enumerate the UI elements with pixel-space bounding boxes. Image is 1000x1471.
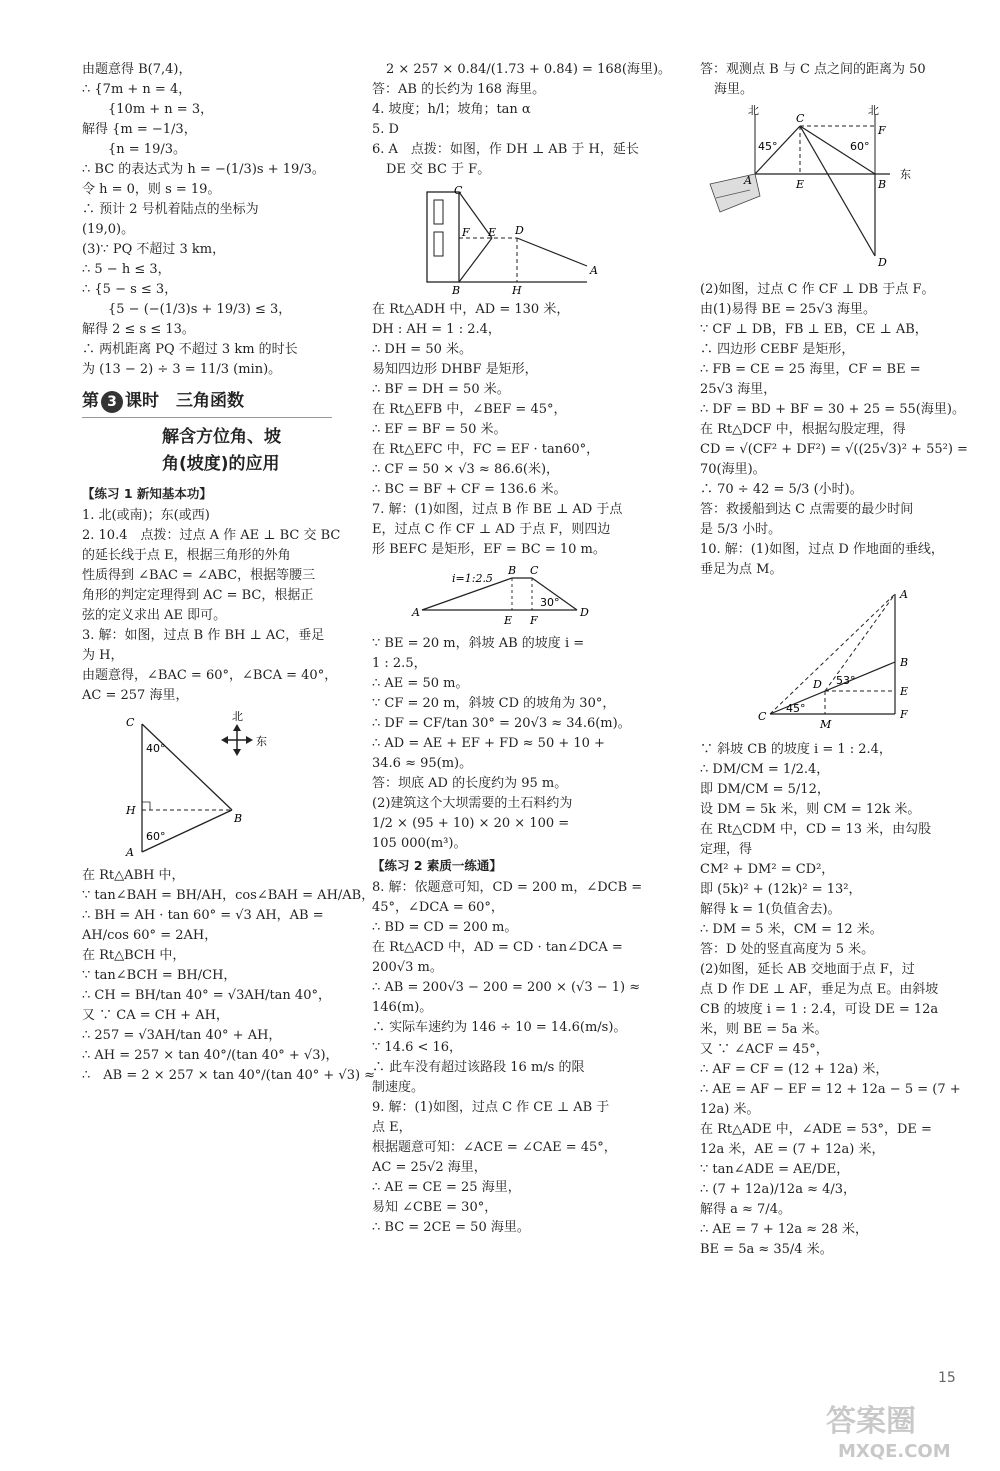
text-line: (2)如图，过点 C 作 CF ⊥ DB 于点 F。 (700, 282, 935, 297)
fig1-label-a: A (126, 846, 134, 859)
text-line: 为 (13 − 2) ÷ 3 = 11/3 (min)。 (82, 362, 282, 377)
text-line: 根据题意可知：∠ACE = ∠CAE = 45°， (372, 1140, 617, 1155)
figure-triangle-abc (82, 710, 302, 860)
text-line: ∴ AD = AE + EF + FD ≈ 50 + 10 + (372, 736, 605, 751)
col3-text-a (700, 60, 955, 100)
text-line: 易知 ∠CBE = 30°， (372, 1200, 498, 1215)
fig1-angle-40: 40° (146, 742, 166, 755)
text-line: ∴ 257 = √3AH/tan 40° + AH， (82, 1028, 282, 1043)
text-line: 在 Rt△DCF 中，根据勾股定理，得 (700, 422, 906, 437)
text-line: E，过点 C 作 CF ⊥ AD 于点 F，则四边 (372, 522, 611, 537)
text-line: ∴ BC 的表达式为 h = −(1/3)s + 19/3。 (82, 162, 325, 177)
text-line: 令 h = 0，则 s = 19。 (82, 182, 221, 197)
text-line: 在 Rt△ADH 中，AD = 130 米， (372, 302, 570, 317)
text-line: ∴ 两机距离 PQ 不超过 3 km 的时长 (82, 342, 298, 357)
text-line: ∴ FB = CE = 25 海里，CF = BE = (700, 362, 921, 377)
fig5-label-e: E (900, 685, 909, 698)
watermark-logo (820, 1395, 980, 1465)
text-line: 12a 米，AE = (7 + 12a) 米， (700, 1142, 885, 1157)
text-line: ∴ 此车没有超过该路段 16 m/s 的限 (372, 1060, 585, 1075)
text-line: 海里。 (714, 82, 754, 97)
text-line: 70(海里)。 (700, 462, 766, 477)
text-line: 又 ∵ CA = CH + AH， (82, 1008, 229, 1023)
text-line: ∴ 预计 2 号机着陆点的坐标为 (82, 202, 259, 217)
text-line: ∵ BE = 20 m，斜坡 AB 的坡度 i = (372, 636, 585, 651)
text-line: ∵ 斜坡 CB 的坡度 i = 1 : 2.4， (700, 742, 892, 757)
text-line: 5. D (372, 122, 399, 137)
fig2-label-b: B (452, 284, 461, 294)
text-line: ∴ AE = CE = 25 海里， (372, 1180, 521, 1195)
text-line: 200√3 m。 (372, 960, 443, 975)
text-line: AH/cos 60° = 2AH， (82, 928, 218, 943)
figure-dam-6 (372, 184, 612, 294)
text-line: 形 BEFC 是矩形，EF = BC = 10 m。 (372, 542, 606, 557)
text-line: ∴ DM/CM = 1/2.4， (700, 762, 830, 777)
text-line: 1/2 × (95 + 10) × 20 × 100 = (372, 816, 570, 831)
fig3-label-e: E (504, 614, 513, 627)
text-line: ∵ tan∠ADE = AE/DE， (700, 1162, 850, 1177)
title-line-2: 解含方位角、坡 (162, 427, 281, 447)
text-line: ∴ DH = 50 米。 (372, 342, 472, 357)
text-line: ∴ 实际车速约为 146 ÷ 10 = 14.6(m/s)。 (372, 1020, 627, 1035)
text-line: (2)建筑这个大坝需要的土石料约为 (372, 796, 573, 811)
text-line: 由题意得 B(7,4)， (82, 62, 192, 77)
text-line: DE 交 BC 于 F。 (386, 162, 491, 177)
fig2-label-a: A (590, 264, 598, 277)
col2-text-b (372, 300, 637, 560)
text-line: 为 H， (82, 648, 124, 663)
text-line: 25√3 海里， (700, 382, 777, 397)
fig4-label-f: F (878, 124, 886, 137)
text-line: ∴ DM = 5 米，CM = 12 米。 (700, 922, 883, 937)
fig1-north-label: 北 (232, 710, 243, 723)
text-line: 制速度。 (372, 1080, 425, 1095)
text-line: ∴ AB = 200√3 − 200 = 200 × (√3 − 1) ≈ (372, 980, 641, 995)
text-line: 角形的判定定理得到 AC = BC，根据正 (82, 588, 314, 603)
fig4-label-b: B (878, 178, 887, 191)
fig4-label-c: C (796, 112, 805, 125)
fig4-north-2: 北 (868, 104, 879, 117)
fig5-label-c: C (758, 710, 767, 723)
fig2-label-h: H (512, 284, 522, 294)
text-line: ∴ BD = CD = 200 m。 (372, 920, 518, 935)
text-line: 4. 坡度；h/l；坡角；tan α (372, 102, 531, 117)
col2-text-a (372, 60, 672, 180)
title-underline (82, 417, 332, 418)
text-line: ∵ CF ⊥ DB，FB ⊥ EB，CE ⊥ AB， (700, 322, 928, 337)
text-line: ∴ {5 − s ≤ 3， (82, 282, 178, 297)
fig3-angle-30: 30° (540, 596, 560, 609)
text-line: 垂足为点 M。 (700, 562, 783, 577)
text-line: 的延长线于点 E，根据三角形的外角 (82, 548, 291, 563)
text-line: 105 000(m³)。 (372, 836, 467, 851)
lesson-number-badge: 3 (101, 391, 123, 413)
text-line: 1 : 2.5， (372, 656, 427, 671)
col2-text-d (372, 878, 643, 1238)
text-line: ∴ DF = BD + BF = 30 + 25 = 55(海里)。 (700, 402, 965, 417)
text-line: (3)∵ PQ 不超过 3 km， (82, 242, 226, 257)
text-line: 6. A 点拨：如图，作 DH ⊥ AB 于 H，延长 (372, 142, 639, 157)
text-line: 在 Rt△EFC 中，FC = EF · tan60°， (372, 442, 600, 457)
text-line: ∴ {7m + n = 4， (82, 82, 192, 97)
figure-slope-10 (700, 584, 940, 734)
title-suffix: 课时 三角函数 (125, 391, 244, 411)
fig1-label-c: C (126, 716, 135, 729)
fig1-label-b: B (234, 812, 243, 825)
fig5-label-a: A (900, 588, 908, 601)
text-line: 解得 2 ≤ s ≤ 13。 (82, 322, 195, 337)
fig5-angle-53: 53° (836, 674, 856, 687)
text-line: ∴ EF = BF = 50 米。 (372, 422, 507, 437)
fig2-label-c: C (454, 184, 463, 197)
title-prefix: 第 (82, 391, 99, 411)
text-line: CD = √(CF² + DF²) = √((25√3)² + 55²) = (700, 442, 968, 457)
text-line: ∵ tan∠BAH = BH/AH，cos∠BAH = AH/AB， (82, 888, 375, 903)
text-line: {5 − (−(1/3)s + 19/3) ≤ 3， (108, 302, 292, 317)
text-line: ∴ CF = 50 × √3 ≈ 86.6(米)， (372, 462, 560, 477)
text-line: 由题意得，∠BAC = 60°，∠BCA = 40°， (82, 668, 338, 683)
text-line: ∵ CF = 20 m，斜坡 CD 的坡角为 30°， (372, 696, 616, 711)
text-line: 1. 北(或南)；东(或西) (82, 508, 210, 523)
fig5-label-m: M (820, 718, 832, 731)
figure-navigation-9 (700, 104, 940, 274)
text-line: ∴ 5 − h ≤ 3， (82, 262, 171, 277)
text-line: 8. 解：依题意可知，CD = 200 m，∠DCB = (372, 880, 643, 895)
text-line: 解得 a ≈ 7/4。 (700, 1202, 791, 1217)
fig4-angle-45: 45° (758, 140, 778, 153)
text-line: AC = 25√2 海里， (372, 1160, 487, 1175)
text-line: 答：观测点 B 与 C 点之间的距离为 50 (700, 62, 926, 77)
text-line: 在 Rt△ACD 中，AD = CD · tan∠DCA = (372, 940, 623, 955)
text-line: 答：AB 的长约为 168 海里。 (372, 82, 546, 97)
text-line: 3. 解：如图，过点 B 作 BH ⊥ AC，垂足 (82, 628, 325, 643)
col3-text-c (700, 740, 961, 1260)
text-line: 答：坝底 AD 的长度约为 95 m。 (372, 776, 568, 791)
text-line: ∴ DF = CF/tan 30° = 20√3 ≈ 34.6(m)。 (372, 716, 631, 731)
text-line: 7. 解：(1)如图，过点 B 作 BE ⊥ AD 于点 (372, 502, 623, 517)
fig5-angle-45: 45° (786, 702, 806, 715)
text-line: ∴ AH = 257 × tan 40°/(tan 40° + √3)， (82, 1048, 339, 1063)
compass-icon (221, 724, 253, 756)
text-line: ∴ BH = AH · tan 60° = √3 AH，AB = (82, 908, 324, 923)
text-line: 34.6 ≈ 95(m)。 (372, 756, 473, 771)
fig4-north-1: 北 (748, 104, 759, 117)
fig1-label-h: H (126, 804, 136, 817)
text-line: 在 Rt△ABH 中， (82, 868, 185, 883)
lesson-title (82, 388, 332, 478)
text-line: 设 DM = 5k 米，则 CM = 12k 米。 (700, 802, 921, 817)
text-line: ∴ BC = 2CE = 50 海里。 (372, 1220, 530, 1235)
fig2-label-d: D (515, 224, 524, 237)
title-line-3: 角(坡度)的应用 (162, 454, 280, 474)
fig3-slope-label: i=1:2.5 (452, 572, 493, 585)
watermark-text-1: 答案圈 (826, 1404, 916, 1439)
column-2 (372, 60, 672, 1238)
fig3-label-c: C (530, 564, 539, 577)
text-line: BE = 5a ≈ 35/4 米。 (700, 1242, 833, 1257)
text-line: 性质得到 ∠BAC = ∠ABC，根据等腰三 (82, 568, 316, 583)
text-line: 10. 解：(1)如图，过点 D 作地面的垂线， (700, 542, 944, 557)
text-line: ∴ AE = AF − EF = 12 + 12a − 5 = (7 + (700, 1082, 961, 1097)
text-line: 即 DM/CM = 5/12， (700, 782, 830, 797)
section-heading-1: 【练习 1 新知基本功】 (82, 486, 212, 501)
text-line: 在 Rt△CDM 中，CD = 13 米，由勾股 (700, 822, 932, 837)
text-line: 定理，得 (700, 842, 753, 857)
text-line: CM² + DM² = CD²， (700, 862, 835, 877)
text-line: 米，则 BE = 5a 米。 (700, 1022, 828, 1037)
text-line: ∴ (7 + 12a)/12a ≈ 4/3， (700, 1182, 857, 1197)
text-line: 由(1)易得 BE = 25√3 海里。 (700, 302, 876, 317)
col1-text-a (82, 60, 332, 380)
text-line: 易知四边形 DHBF 是矩形， (372, 362, 538, 377)
text-line: 在 Rt△EFB 中，∠BEF = 45°， (372, 402, 567, 417)
text-line: {10m + n = 3， (108, 102, 214, 117)
text-line: 解得 k = 1(负值舍去)。 (700, 902, 841, 917)
fig4-label-e: E (796, 178, 805, 191)
text-line: ∴ AE = 50 m。 (372, 676, 469, 691)
col1-text-b (82, 506, 341, 706)
text-line: ∴ AE = 7 + 12a ≈ 28 米， (700, 1222, 868, 1237)
text-line: 点 E， (372, 1120, 412, 1135)
col2-text-c (372, 634, 637, 854)
fig5-label-d: D (813, 678, 822, 691)
fig2-label-f: F (462, 226, 470, 239)
text-line: 又 ∵ ∠ACF = 45°， (700, 1042, 829, 1057)
text-line: ∴ BC = BF + CF = 136.6 米。 (372, 482, 567, 497)
column-1 (82, 60, 376, 1086)
text-line: 点 D 作 DE ⊥ AF，垂足为点 E。由斜坡 (700, 982, 939, 997)
text-line: 12a) 米。 (700, 1102, 760, 1117)
text-line: ∴ AF = CF = (12 + 12a) 米， (700, 1062, 889, 1077)
figure-dam-7 (372, 564, 612, 628)
text-line: ∴ 70 ÷ 42 = 5/3 (小时)。 (700, 482, 863, 497)
text-line: 9. 解：(1)如图，过点 C 作 CE ⊥ AB 于 (372, 1100, 610, 1115)
text-line: 是 5/3 小时。 (700, 522, 782, 537)
fig3-label-d: D (580, 606, 589, 619)
text-line: CB 的坡度 i = 1 : 2.4，可设 DE = 12a (700, 1002, 939, 1017)
col1-text-c (82, 866, 376, 1086)
fig1-angle-60: 60° (146, 830, 166, 843)
text-line: 答：救援船到达 C 点需要的最少时间 (700, 502, 914, 517)
watermark-text-2: MXQE.COM (838, 1441, 951, 1462)
ship-icon (710, 174, 760, 212)
section-heading-2: 【练习 2 素质一练通】 (372, 858, 502, 873)
text-line: 2. 10.4 点拨：过点 A 作 AE ⊥ BC 交 BC (82, 528, 341, 543)
page-number: 15 (938, 1370, 956, 1386)
fig3-label-f: F (530, 614, 538, 627)
fig5-label-b: B (900, 656, 909, 669)
fig1-east-label: 东 (256, 735, 267, 748)
text-line: 答：D 处的竖直高度为 5 米。 (700, 942, 875, 957)
fig4-angle-60: 60° (850, 140, 870, 153)
text-line: ∴ 四边形 CEBF 是矩形， (700, 342, 855, 357)
text-line: 弦的定义求出 AE 即可。 (82, 608, 227, 623)
text-line: ∵ 14.6 < 16， (372, 1040, 463, 1055)
text-line: 在 Rt△BCH 中， (82, 948, 186, 963)
text-line: 即 (5k)² + (12k)² = 13²， (700, 882, 862, 897)
fig3-label-b: B (508, 564, 517, 577)
fig4-label-a: A (744, 174, 752, 187)
text-line: (19,0)。 (82, 222, 135, 237)
col3-text-b (700, 280, 968, 580)
text-line: ∵ tan∠BCH = BH/CH， (82, 968, 237, 983)
fig5-label-f: F (900, 708, 908, 721)
text-line: 在 Rt△ADE 中，∠ADE = 53°，DE = (700, 1122, 932, 1137)
column-3 (700, 60, 968, 1260)
text-line: 解得 {m = −1/3， (82, 122, 197, 137)
fig2-label-e: E (488, 226, 497, 239)
fig4-east: 东 (900, 168, 911, 181)
text-line: DH : AH = 1 : 2.4， (372, 322, 501, 337)
fig4-label-d: D (878, 256, 887, 269)
text-line: ∴ CH = BH/tan 40° = √3AH/tan 40°， (82, 988, 331, 1003)
text-line: 2 × 257 × 0.84/(1.73 + 0.84) = 168(海里)。 (386, 62, 672, 77)
text-line: {n = 19/3。 (108, 142, 186, 157)
text-line: ∴ BF = DH = 50 米。 (372, 382, 510, 397)
text-line: 146(m)。 (372, 1000, 433, 1015)
text-line: AC = 257 海里， (82, 688, 189, 703)
fig3-label-a: A (412, 606, 420, 619)
text-line: 45°，∠DCA = 60°， (372, 900, 504, 915)
text-line: ∴ AB = 2 × 257 × tan 40°/(tan 40° + √3) ≈ (82, 1068, 376, 1083)
text-line: (2)如图，延长 AB 交地面于点 F，过 (700, 962, 915, 977)
